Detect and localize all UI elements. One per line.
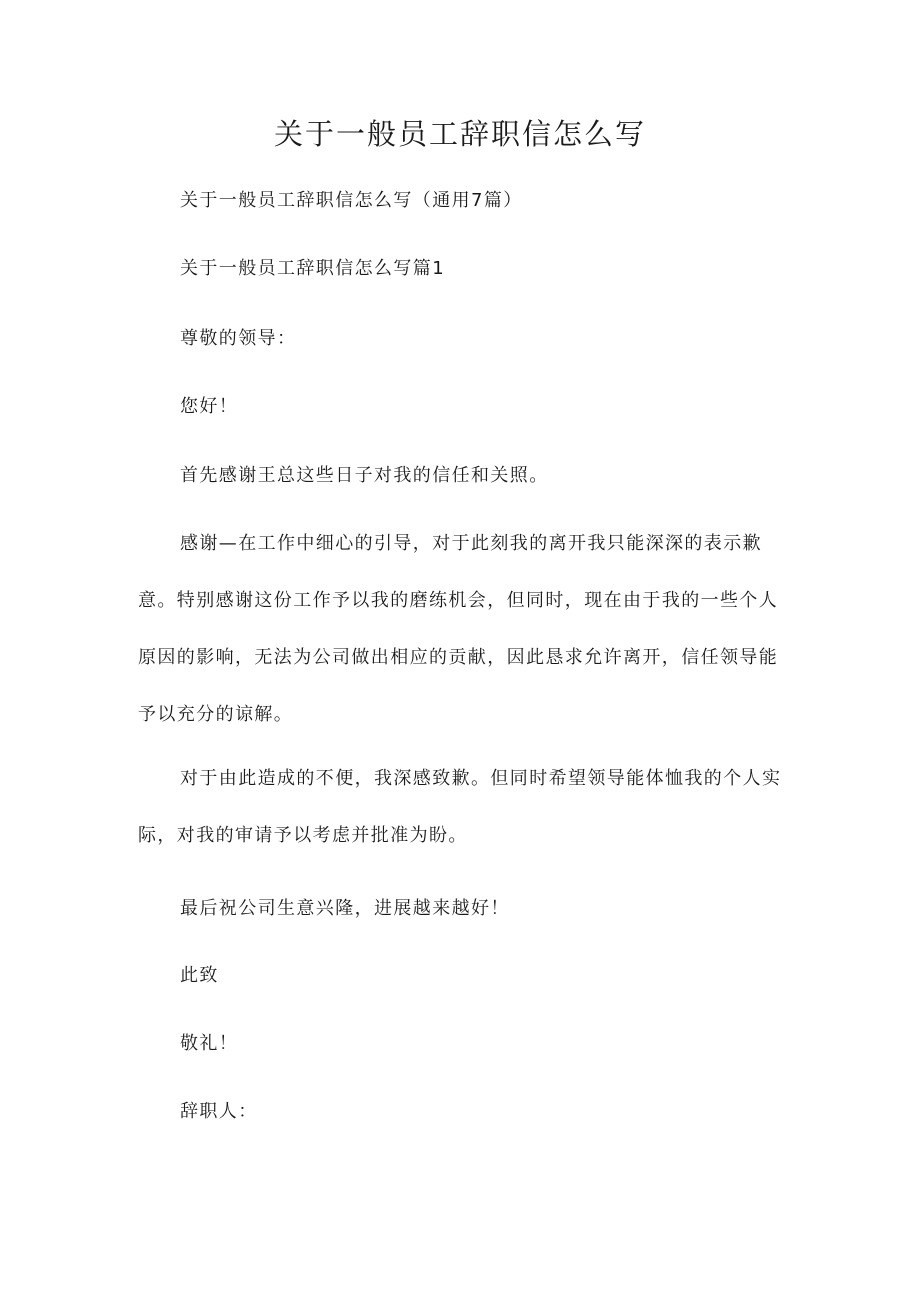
paragraph-body: 感谢—在工作中细心的引导，对于此刻我的离开我只能深深的表示歉意。特别感谢这份工作予以我的磨练机会，但同时，现在由于我的一些个人原因的影响，无法为公司做出相应的贡献，因此恳求允许离开，信任领导能予以充分的谅解。 [138,533,779,725]
signature-label: 辞职人： [180,1101,258,1122]
greeting: 您好！ [180,396,239,417]
document-title: 关于一般员工辞职信怎么写 [273,117,646,151]
closing-1: 此致 [180,965,219,986]
paragraph-wishes: 最后祝公司生意兴隆，进展越来越好！ [180,898,510,919]
document-subtitle: 关于一般员工辞职信怎么写（通用7篇） [180,190,523,211]
paragraph-apology: 对于由此造成的不便，我深感致歉。但同时希望领导能体恤我的个人实际，对我的审请予以考虑并批准为盼。 [138,768,782,846]
closing-2: 敬礼！ [180,1033,239,1054]
salutation: 尊敬的领导： [180,328,297,349]
paragraph-thanks: 首先感谢王总这些日子对我的信任和关照。 [180,465,549,486]
section-heading: 关于一般员工辞职信怎么写篇1 [180,258,446,279]
